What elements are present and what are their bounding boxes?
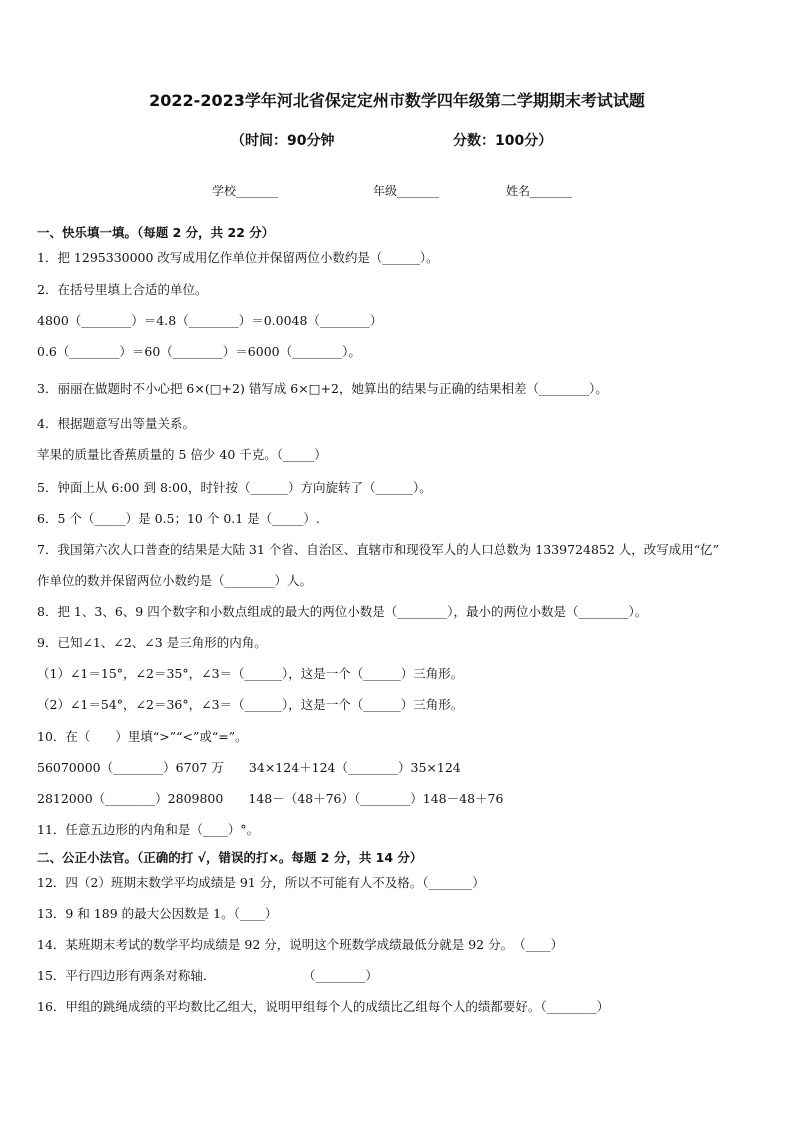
question-7-line-1: 7．我国第六次人口普查的结果是大陆 31 个省、自治区、直辖市和现役军人的人口总数为 1339724852 人，改写成用“亿”: [37, 542, 720, 557]
question-13: 13．9 和 189 的最大公因数是 1。（____）: [37, 906, 278, 921]
page-title: 2022-2023学年河北省保定定州市数学四年级第二学期期末考试试题: [149, 91, 645, 110]
score-label: 分数：100分）: [453, 133, 553, 149]
question-14: 14．某班期末考试的数学平均成绩是 92 分，说明这个班数学成绩最低分就是 92 分。 （____）: [37, 937, 564, 952]
question-15: 15．平行四边形有两条对称轴． （________）: [37, 968, 378, 983]
question-11: 11．任意五边形的内角和是（____）°。: [37, 822, 260, 837]
question-3: 3．丽丽在做题时不小心把 6×(□+2) 错写成 6×□+2，她算出的结果与正确的结果相差（________）。: [37, 381, 608, 396]
question-9: 9．已知∠1、∠2、∠3 是三角形的内角。: [37, 635, 267, 650]
question-10-row-2: 2812000（________）2809800 148－（48＋76）（________）148－48＋76: [37, 791, 504, 806]
question-9-part-1: （1）∠1＝15°，∠2＝35°，∠3＝（______），这是一个（______）三角形。: [37, 666, 464, 681]
question-6: 6．5 个（_____）是 0.5；10 个 0.1 是（_____）.: [37, 511, 320, 526]
question-7-line-2: 作单位的数并保留两位小数约是（________）人。: [37, 573, 313, 588]
question-5: 5．钟面上从 6:00 到 8:00，时针按（______）方向旋转了（______）。: [37, 480, 432, 495]
name-field: 姓名_______: [506, 184, 573, 198]
question-16: 16．甲组的跳绳成绩的平均数比乙组大，说明甲组每个人的成绩比乙组每个人的绩都要好。（________）: [37, 999, 610, 1014]
question-4: 4．根据题意写出等量关系。: [37, 416, 195, 431]
section-2-heading: 二、公正小法官。（正确的打 √，错误的打×。每题 2 分，共 14 分）: [37, 850, 423, 865]
question-2-part-a: 4800（________）＝4.8（________）＝0.0048（________）: [37, 313, 383, 328]
question-10: 10．在（ ）里填“>”“<”或“=”。: [37, 729, 248, 744]
question-9-part-2: （2）∠1＝54°，∠2＝36°，∠3＝（______），这是一个（______）三角形。: [37, 697, 464, 712]
question-1: 1．把 1295330000 改写成用亿作单位并保留两位小数约是（______）。: [37, 250, 439, 265]
school-field: 学校_______: [212, 184, 279, 198]
grade-field: 年级_______: [373, 184, 440, 198]
question-4-statement: 苹果的质量比香蕉质量的 5 倍少 40 千克。（_____）: [37, 447, 327, 462]
time-label: （时间：90分钟: [231, 133, 335, 149]
question-2: 2．在括号里填上合适的单位。: [37, 282, 208, 297]
question-2-part-b: 0.6（________）＝60（________）＝6000（________）。: [37, 344, 361, 359]
section-1-heading: 一、快乐填一填。（每题 2 分，共 22 分）: [37, 225, 275, 240]
question-10-row-1: 56070000（________）6707 万 34×124＋124（________）35×124: [37, 760, 461, 775]
question-8: 8．把 1、3、6、9 四个数字和小数点组成的最大的两位小数是（________），最小的两位小数是（________）。: [37, 604, 648, 619]
question-12: 12．四（2）班期末数学平均成绩是 91 分，所以不可能有人不及格。（_______）: [37, 875, 485, 890]
